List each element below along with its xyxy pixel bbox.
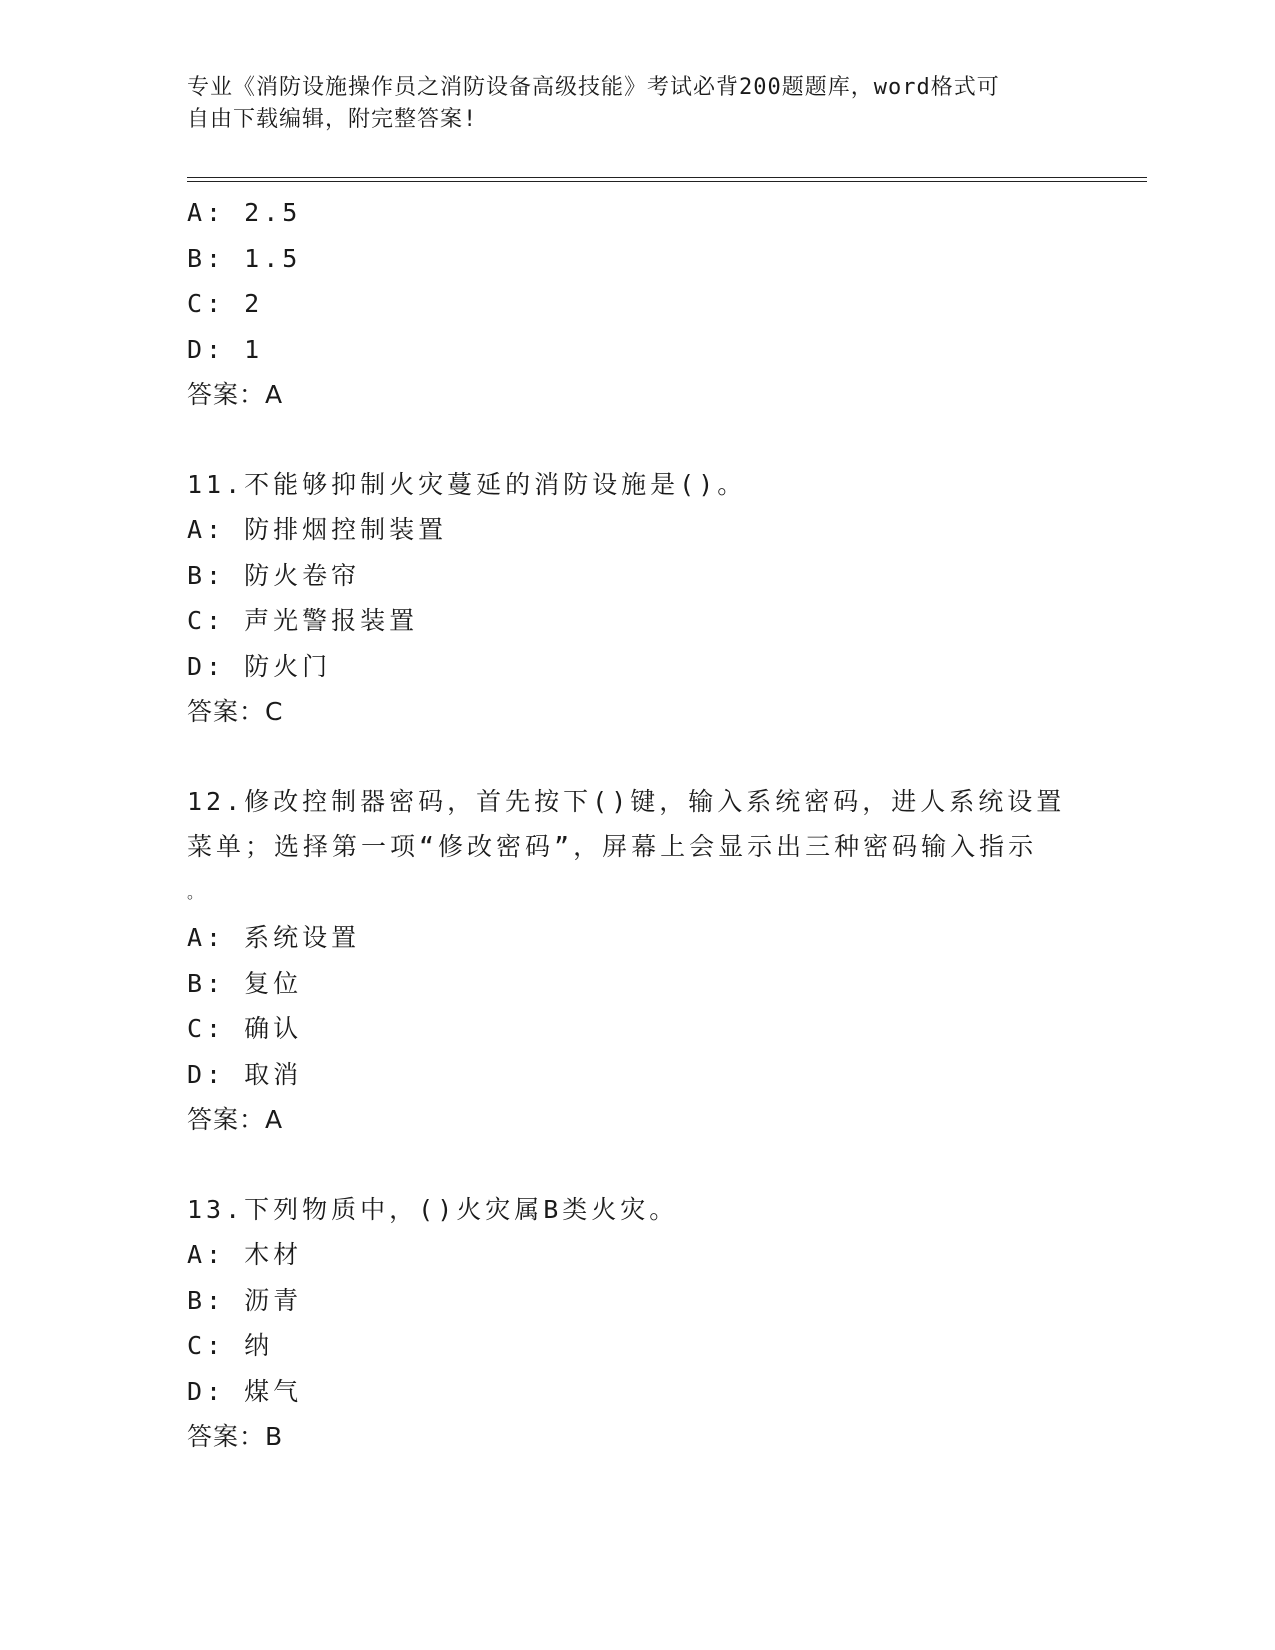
question-13 — [187, 1187, 1147, 1460]
question-stem: 11.不能够抑制火灾蔓延的消防设施是()。 — [187, 469, 747, 499]
spacer — [187, 418, 1147, 462]
option-b: B: 复位 — [187, 968, 303, 998]
stem-line-2: 菜单；选择第一项“修改密码”，屏幕上会显示出三种密码输入指示 — [187, 832, 1038, 861]
option-a: A: 系统设置 — [187, 923, 361, 952]
stem-line-1: 12.修改控制器密码，首先按下()键，输入系统密码，进人系统设置 — [187, 786, 1066, 816]
option-d: D: 煤气 — [187, 1376, 303, 1406]
option-d: D: 防火门 — [187, 651, 332, 681]
spacer — [187, 1143, 1147, 1187]
option-a: A: 2.5 — [187, 198, 302, 227]
answer: 答案：A — [187, 1105, 284, 1134]
answer: 答案：C — [187, 697, 284, 726]
answer: 答案：B — [187, 1422, 284, 1451]
option-c: C: 确认 — [187, 1014, 303, 1043]
option-c: C: 声光警报装置 — [187, 606, 419, 635]
question-stem — [187, 779, 1067, 916]
option-d: D: 1 — [187, 334, 264, 364]
option-b: B: 1.5 — [187, 243, 302, 273]
option-d: D: 取消 — [187, 1059, 303, 1089]
option-a: A: 木材 — [187, 1240, 303, 1269]
option-c: C: 2 — [187, 289, 264, 318]
header-line-2: 自由下载编辑，附完整答案! — [187, 107, 478, 132]
header-line-1: 专业《消防设施操作员之消防设备高级技能》考试必背200题题库，word格式可 — [187, 75, 1000, 100]
option-a: A: 防排烟控制装置 — [187, 515, 448, 544]
stem-line-3: 。 — [187, 882, 208, 902]
option-b: B: 沥青 — [187, 1285, 303, 1315]
option-c: C: 纳 — [187, 1331, 274, 1360]
spacer — [187, 735, 1147, 779]
document-header — [187, 72, 1067, 136]
question-list — [187, 190, 1147, 1460]
question-10 — [187, 190, 1147, 418]
option-b: B: 防火卷帘 — [187, 560, 361, 590]
header-divider — [187, 177, 1147, 182]
question-12 — [187, 779, 1147, 1143]
question-stem: 13.下列物质中，()火灾属B类火灾。 — [187, 1194, 679, 1224]
answer: 答案：A — [187, 380, 284, 409]
question-11 — [187, 462, 1147, 735]
